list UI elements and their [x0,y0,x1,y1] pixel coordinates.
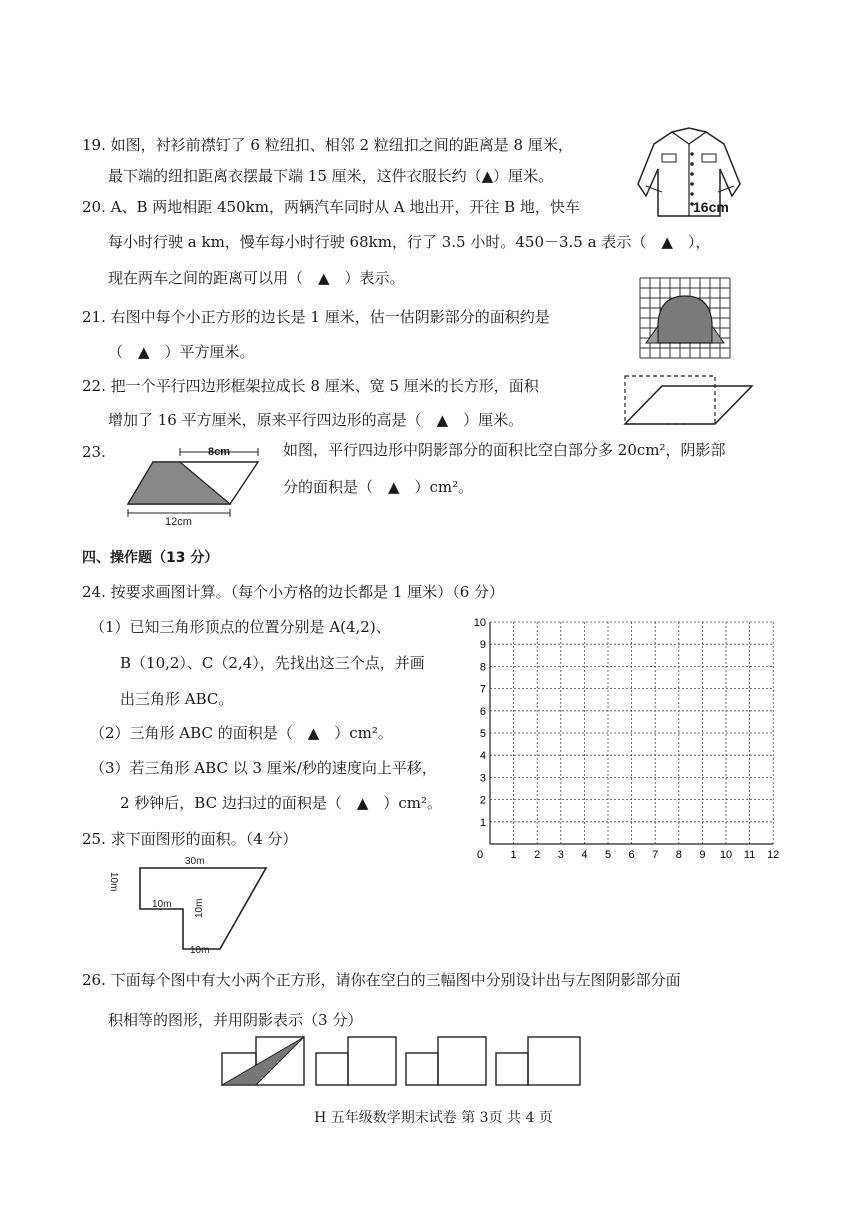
q23-top-label: 8cm [208,446,231,458]
q19-line1: 19. 如图，衬衫前襟钉了 6 粒纽扣、相邻 2 粒纽扣之间的距离是 8 厘米， [82,136,573,154]
grid-y-label: 8 [479,661,486,674]
q24-line1: 24. 按要求画图计算。（每个小方格的边长都是 1 厘米）（6 分） [82,583,505,601]
grid-x-label: 6 [628,849,635,861]
grid-x-label: 2 [534,849,541,861]
section4-title: 四、操作题（13 分） [82,550,219,566]
page-footer: H 五年级数学期末试卷 第 3页 共 4 页 [314,1110,553,1126]
q25-line1: 25. 求下面图形的面积。（4 分） [82,830,298,848]
grid-x-label: 1 [510,849,517,861]
q24-part1-b: B（10,2）、C（2,4），先找出这三个点，并画 [120,654,425,672]
q24-part3-a: （3）若三角形 ABC 以 3 厘米/秒的速度向上平移， [90,759,437,777]
grid-y-label: 3 [479,772,486,785]
q22-line2: 增加了 16 平方厘米，原来平行四边形的高是（ ▲ ）厘米。 [108,411,524,429]
q24-part3-b: 2 秒钟后，BC 边扫过的面积是（ ▲ ）cm²。 [120,794,443,812]
grid-y-label: 9 [479,639,486,652]
q24-part1-a: （1）已知三角形顶点的位置分别是 A(4,2)、 [90,618,391,636]
coordinate-grid [470,608,790,864]
grid-y-label: 7 [479,683,486,696]
q26-line1: 26. 下面每个图中有大小两个正方形，请你在空白的三幅图中分别设计出与左图阴影部分面 [82,971,681,989]
q23-line1: 如图，平行四边形中阴影部分的面积比空白部分多 20cm²，阴影部 [283,441,726,459]
grid-x-label: 12 [767,849,780,861]
grid-x-label: 0 [476,849,484,861]
grid-y-label: 1 [479,816,486,829]
grid-x-label: 8 [675,849,682,861]
q20-line2: 每小时行驶 a km，慢车每小时行驶 68km，行了 3.5 小时。450－3.5 a 表示（ ▲ ）， [108,233,711,251]
q25-label-bottom: 10m [190,945,210,956]
q20-line1: 20. A、B 两地相距 450km，两辆汽车同时从 A 地出开，开往 B 地，快车 [82,198,580,216]
grid-x-label: 7 [652,849,659,861]
grid-y-label: 4 [479,750,486,763]
q23-number: 23. [82,443,106,461]
grid-x-label: 4 [581,849,588,861]
q23-line2: 分的面积是（ ▲ ）cm²。 [283,478,474,496]
grid-x-label: 5 [604,849,612,861]
q24-part2: （2）三角形 ABC 的面积是（ ▲ ）cm²。 [90,724,393,742]
q21-line1: 21. 右图中每个小正方形的边长是 1 厘米，估一估阴影部分的面积约是 [82,308,550,326]
grid-x-label: 11 [743,849,756,861]
grid-y-label: 5 [479,728,486,740]
q20-line3: 现在两车之间的距离可以用（ ▲ ）表示。 [108,269,405,287]
q25-label-step: 10m [194,898,205,918]
q25-label-top: 30m [185,856,205,867]
grid-x-label: 3 [557,849,564,861]
q26-squares-figure [220,1033,585,1089]
q22-line1: 22. 把一个平行四边形框架拉成长 8 厘米、宽 5 厘米的长方形，面积 [82,377,539,395]
grid-x-label: 9 [699,849,706,861]
grid-x-label: 10 [719,849,733,861]
grid-y-label: 6 [479,705,486,718]
q25-label-mid: 10m [152,899,172,910]
q23-bottom-label: 12cm [165,516,192,528]
grid-y-label: 2 [479,794,486,807]
q25-label-left: 10m [108,872,119,892]
grid-y-label: 10 [473,617,486,629]
q21-line2: （ ▲ ）平方厘米。 [108,343,255,361]
q26-line2: 积相等的图形，并用阴影表示（3 分） [108,1011,363,1029]
q23-parallelogram-figure [125,440,265,525]
shirt-figure [632,124,747,219]
q22-parallelogram-figure [620,372,755,427]
q24-part1-c: 出三角形 ABC。 [120,690,234,708]
q21-grid-figure [640,278,730,358]
q19-line2: 最下端的纽扣距离衣摆最下端 15 厘米，这件衣服长约（▲）厘米。 [108,167,554,185]
shirt-length-label: 16cm [693,199,729,215]
